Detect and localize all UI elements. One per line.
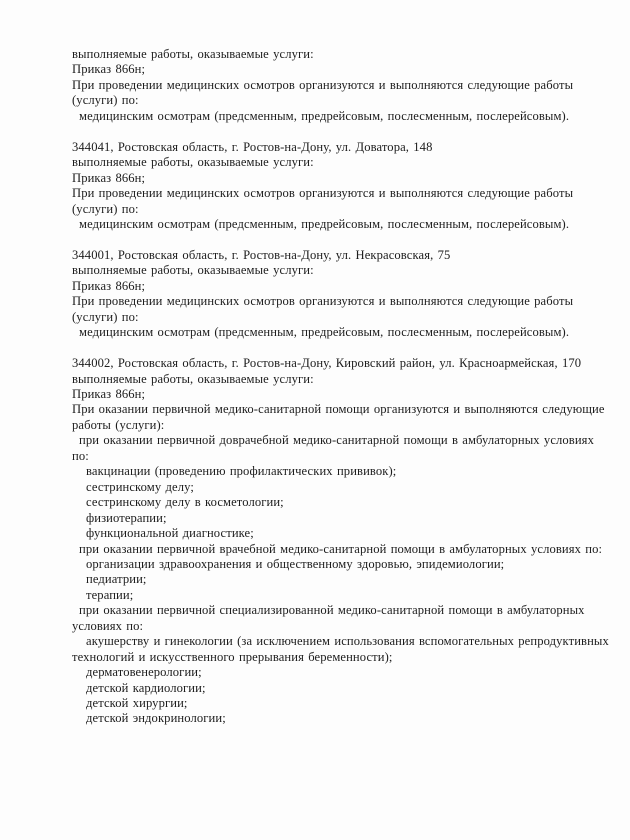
text-line: организации здравоохранения и общественному здоровью, эпидемиологии; [86,556,505,571]
text-line: 344041, Ростовская область, г. Ростов-на-Дону, ул. Доватора, 148 [72,139,433,154]
text-line: детской кардиологии; [86,680,206,695]
text-line: работы (услуги): [72,417,165,432]
text-line [72,232,624,247]
text-line: выполняемые работы, оказываемые услуги: [72,47,314,61]
text-line [72,124,624,139]
text-line: педиатрии; [86,572,147,587]
text-line: условиях по: [72,618,144,633]
text-line: дерматовенерологии; [86,665,202,680]
text-line: При проведении медицинских осмотров организуются и выполняются следующие работы [72,294,574,309]
text-line: функциональной диагностике; [86,526,254,541]
text-line: (услуги) по: [72,93,139,108]
text-line: При оказании первичной медико-санитарной помощи организуются и выполняются следующие [72,402,605,417]
text-line: при оказании первичной врачебной медико-санитарной помощи в амбулаторных условиях по: [79,541,603,556]
text-line: физиотерапии; [86,510,167,525]
license-text-block [72,47,624,727]
text-line: (услуги) по: [72,309,139,324]
text-line: сестринскому делу в косметологии; [86,495,284,510]
text-line: Приказ 866н; [72,170,146,185]
text-line: Приказ 866н; [72,62,146,77]
text-line [72,341,624,356]
text-line: При проведении медицинских осмотров организуются и выполняются следующие работы [72,186,574,201]
text-line: 344002, Ростовская область, г. Ростов-на-Дону, Кировский район, ул. Красноармейская, 170 [72,356,582,371]
text-line: акушерству и гинекологии (за исключением использования вспомогательных репродуктивных [86,634,609,649]
text-line: выполняемые работы, оказываемые услуги: [72,371,314,386]
text-line: выполняемые работы, оказываемые услуги: [72,155,314,170]
text-line: 344001, Ростовская область, г. Ростов-на-Дону, ул. Некрасовская, 75 [72,247,451,262]
text-line: технологий и искусственного прерывания беременности); [72,649,393,664]
text-line: При проведении медицинских осмотров организуются и выполняются следующие работы [72,77,574,92]
text-line: детской эндокринологии; [86,711,226,726]
text-line: медицинским осмотрам (предсменным, предрейсовым, послесменным, послерейсовым). [79,108,570,123]
text-line: при оказании первичной доврачебной медико-санитарной помощи в амбулаторных условиях [79,433,594,448]
text-line: вакцинации (проведению профилактических прививок); [86,464,397,479]
text-line: медицинским осмотрам (предсменным, предрейсовым, послесменным, послерейсовым). [79,216,570,231]
text-line: по: [72,448,89,463]
text-line: Приказ 866н; [72,278,146,293]
text-line: детской хирургии; [86,696,188,711]
text-line: медицинским осмотрам (предсменным, предрейсовым, послесменным, послерейсовым). [79,325,570,340]
text-line: (услуги) по: [72,201,139,216]
text-line: сестринскому делу; [86,479,194,494]
text-line: при оказании первичной специализированной медико-санитарной помощи в амбулаторных [79,603,585,618]
text-line: выполняемые работы, оказываемые услуги: [72,263,314,278]
text-line: Приказ 866н; [72,386,146,401]
text-line: терапии; [86,587,134,602]
